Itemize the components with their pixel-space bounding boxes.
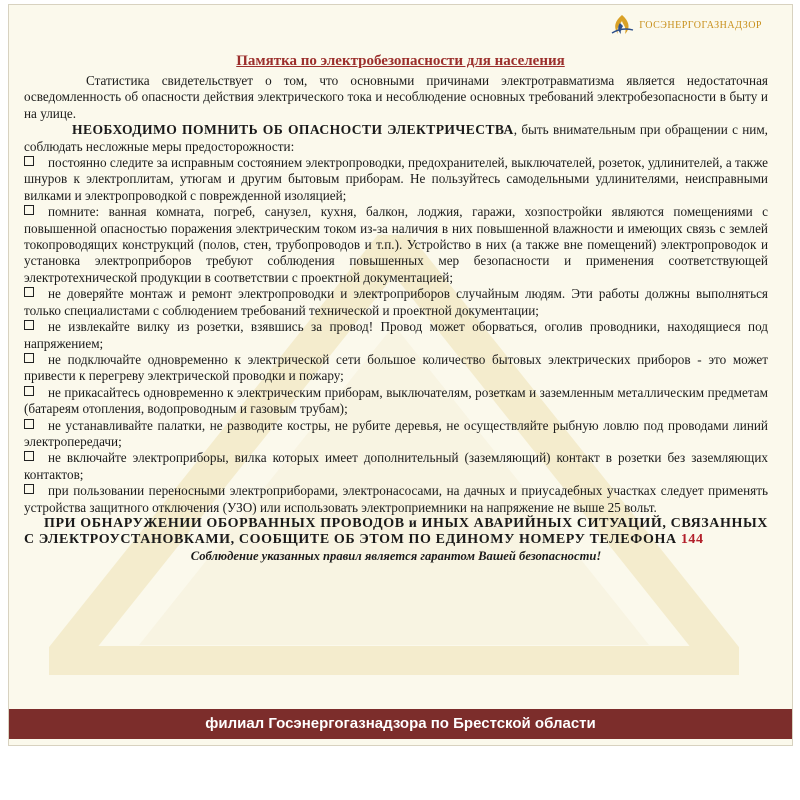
organization-logo — [609, 13, 762, 37]
memo-title: Памятка по электробезопасности для населения — [236, 53, 565, 69]
list-item-text: постоянно следите за исправным состоянием электропроводки, предохранителей, выключателей, розеток, удлинителей, а также шнуров к электроплитам, утюгам и другим бытовым приборам. Не пользуйтесь самодельными удлинителями, неисправными вилками и электропроводкой с поврежденной изоляцией; — [24, 155, 768, 203]
checkbox-bullet-icon — [24, 353, 34, 363]
list-item-text: не включайте электроприборы, вилка которых имеет дополнительный (заземляющий) контакт в розетки без заземляющих контактов; — [24, 450, 768, 482]
list-item — [24, 204, 768, 286]
emergency-notice — [24, 516, 768, 548]
list-item-text: не прикасайтесь одновременно к электрическим приборам, выключателям, розеткам и заземленным металлическим предметам (батареям отопления, водопроводным и газовым трубам); — [24, 384, 768, 417]
logo-text: ГОСЭНЕРГОГАЗНАДЗОР — [639, 19, 762, 31]
checkbox-bullet-icon — [24, 156, 34, 166]
list-item — [24, 483, 768, 516]
safety-guarantee-note: Соблюдение указанных правил является гарантом Вашей безопасности! — [190, 548, 602, 563]
checkbox-bullet-icon — [24, 205, 34, 215]
footer-banner: филиал Госэнергогазнадзора по Брестской области — [9, 709, 792, 739]
list-item-text: при пользовании переносными электроприборами, электронасосами, на дачных и приусадебных участках следует применять устройства защитного отключения (УЗО) или использовать электроприемники на напряжение не выше 25 вольт. — [24, 483, 768, 515]
list-item-text: не доверяйте монтаж и ремонт электропроводки и электроприборов случайным людям. Эти работы должны выполняться только специалистами с соблюдением требований технической и проектной документации; — [24, 286, 768, 318]
warning-heading-bold: НЕОБХОДИМО ПОМНИТЬ ОБ ОПАСНОСТИ ЭЛЕКТРИЧЕСТВА — [72, 122, 514, 138]
list-item — [24, 155, 768, 204]
list-item-text: не извлекайте вилку из розетки, взявшись за провод! Провод может оборваться, оголив проводники, находящиеся под напряжением; — [24, 319, 768, 351]
list-item — [24, 450, 768, 483]
list-item — [24, 319, 768, 352]
flame-logo-icon — [609, 13, 635, 37]
warning-heading — [24, 122, 768, 155]
checkbox-bullet-icon — [24, 419, 34, 429]
memo-sheet — [8, 4, 793, 746]
list-item — [24, 385, 768, 418]
list-item-text: не устанавливайте палатки, не разводите костры, не рубите деревья, не осуществляйте рыбную ловлю под проводами линий электропередачи; — [24, 417, 768, 449]
checkbox-bullet-icon — [24, 484, 34, 494]
emergency-notice-text: ПРИ ОБНАРУЖЕНИИ ОБОРВАННЫХ ПРОВОДОВ и ИНЫХ АВАРИЙНЫХ СИТУАЦИЙ, СВЯЗАННЫХ С ЭЛЕКТРОУСТАНОВКАМИ, СООБЩИТЕ ОБ ЭТОМ ПО ЕДИНОМУ НОМЕРУ ТЕЛЕФОНА — [24, 515, 769, 547]
intro-paragraph: Статистика свидетельствует о том, что основными причинами электротравматизма является недостаточная осведомленность об опасности действия электрического тока и несоблюдение основных требований электробезопасности в быту и на улице. — [24, 73, 768, 121]
checkbox-bullet-icon — [24, 451, 34, 461]
list-item-text: не подключайте одновременно к электрической сети большое количество бытовых электрических приборов - это может привести к перегреву электрической проводки и пожару; — [24, 351, 768, 384]
warning-heading-rest: , быть внимательным при обращении с ним, соблюдать несложные меры предосторожности: — [24, 122, 768, 154]
checkbox-bullet-icon — [24, 320, 34, 330]
list-item-text: помните: ванная комната, погреб, санузел, кухня, балкон, лоджия, гаражи, хозпостройки являются помещениями с повышенной опасностью поражения электрическим током из-за наличия в них повышенной влажности и имеющих связь с землей токопроводящих конструкций (полов, стен, трубопроводов и т.п.). Устройство в них (а также вне помещений) электропроводок и установка электроприборов требуют соблюдения повышенных мер безопасности и применения соответствующей электротехнической продукции в соответствии с проектной документацией; — [24, 204, 768, 285]
list-item — [24, 418, 768, 451]
memo-content — [24, 73, 768, 564]
checkbox-bullet-icon — [24, 287, 34, 297]
list-item — [24, 352, 768, 385]
list-item — [24, 286, 768, 319]
emergency-phone-number: 144 — [680, 531, 704, 547]
checkbox-bullet-icon — [24, 386, 34, 396]
